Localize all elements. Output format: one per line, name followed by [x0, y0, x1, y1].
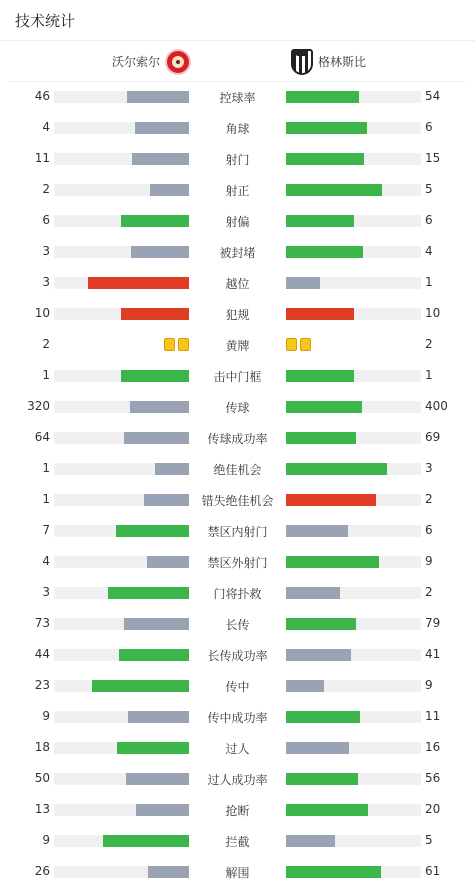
away-value: 400 — [425, 399, 448, 413]
home-bar-fill — [121, 370, 189, 382]
away-value: 5 — [425, 833, 433, 847]
away-bar-fill — [286, 804, 368, 816]
home-value: 64 — [34, 430, 50, 444]
stat-row — [0, 88, 475, 106]
home-bar-fill — [121, 308, 189, 320]
home-team-name: 沃尔索尔 — [111, 55, 160, 69]
away-value: 1 — [425, 368, 433, 382]
home-value: 3 — [42, 244, 50, 258]
home-value: 11 — [34, 151, 50, 165]
home-bar-track — [54, 804, 189, 816]
stat-label: 控球率 — [219, 91, 256, 105]
away-bar-fill — [286, 587, 340, 599]
home-bar-track — [54, 153, 189, 165]
stat-label: 抢断 — [225, 804, 250, 818]
away-value: 79 — [425, 616, 441, 630]
home-value: 320 — [27, 399, 50, 413]
stat-row — [0, 801, 475, 819]
away-value: 41 — [425, 647, 441, 661]
home-bar-fill — [128, 711, 189, 723]
stat-label: 射正 — [225, 184, 250, 198]
stat-label: 错失绝佳机会 — [201, 494, 274, 508]
stat-row — [0, 460, 475, 478]
away-value: 9 — [425, 554, 433, 568]
page-title: 技术统计 — [15, 12, 76, 30]
home-bar-fill — [92, 680, 189, 692]
home-bar-track — [54, 866, 189, 878]
home-bar-track — [54, 463, 189, 475]
away-value: 61 — [425, 864, 441, 878]
home-value: 2 — [42, 182, 50, 196]
stat-label: 犯规 — [225, 308, 250, 322]
away-bar-track — [286, 370, 421, 382]
away-bar-track — [286, 618, 421, 630]
away-value: 1 — [425, 275, 433, 289]
away-bar-fill — [286, 184, 382, 196]
away-bar-fill — [286, 91, 359, 103]
away-value: 6 — [425, 523, 433, 537]
away-value: 2 — [425, 492, 433, 506]
stat-label: 禁区内射门 — [207, 525, 268, 539]
home-bar-fill — [136, 804, 189, 816]
home-bar-track — [54, 525, 189, 537]
away-value: 54 — [425, 89, 441, 103]
away-bar-fill — [286, 835, 335, 847]
home-value: 50 — [34, 771, 50, 785]
away-bar-track — [286, 308, 421, 320]
yellow-card-icon — [178, 338, 189, 351]
away-value: 9 — [425, 678, 433, 692]
home-bar-fill — [88, 277, 189, 289]
home-value: 7 — [42, 523, 50, 537]
away-bar-fill — [286, 773, 358, 785]
away-value: 5 — [425, 182, 433, 196]
away-value: 4 — [425, 244, 433, 258]
stat-label: 传中成功率 — [207, 711, 268, 725]
home-bar-fill — [130, 401, 189, 413]
stat-label: 拦截 — [225, 835, 250, 849]
home-bar-track — [54, 494, 189, 506]
stat-row — [0, 150, 475, 168]
home-value: 9 — [42, 833, 50, 847]
home-value: 10 — [34, 306, 50, 320]
away-bar-fill — [286, 432, 356, 444]
home-bar-track — [54, 618, 189, 630]
away-bar-track — [286, 835, 421, 847]
away-bar-track — [286, 432, 421, 444]
home-bar-track — [54, 308, 189, 320]
home-bar-fill — [147, 556, 189, 568]
home-bar-track — [54, 91, 189, 103]
away-bar-fill — [286, 277, 320, 289]
away-bar-fill — [286, 525, 348, 537]
stat-row — [0, 584, 475, 602]
away-bar-fill — [286, 463, 387, 475]
stat-label: 过人成功率 — [207, 773, 268, 787]
away-bar-track — [286, 804, 421, 816]
home-bar-fill — [135, 122, 189, 134]
stat-row — [0, 119, 475, 137]
away-bar-track — [286, 246, 421, 258]
home-value: 1 — [42, 461, 50, 475]
home-bar-fill — [103, 835, 189, 847]
away-bar-fill — [286, 556, 379, 568]
home-bar-fill — [144, 494, 189, 506]
away-bar-track — [286, 91, 421, 103]
away-bar-track — [286, 680, 421, 692]
home-bar-fill — [124, 432, 189, 444]
away-value: 10 — [425, 306, 441, 320]
away-bar-track — [286, 277, 421, 289]
home-value: 4 — [42, 554, 50, 568]
home-bar-track — [54, 246, 189, 258]
away-bar-track — [286, 215, 421, 227]
stat-row — [0, 522, 475, 540]
home-value: 73 — [34, 616, 50, 630]
stat-label: 越位 — [225, 277, 250, 291]
away-value: 3 — [425, 461, 433, 475]
home-yellow-cards — [164, 338, 189, 351]
away-bar-fill — [286, 649, 351, 661]
stat-row — [0, 832, 475, 850]
away-bar-fill — [286, 742, 349, 754]
home-value: 9 — [42, 709, 50, 723]
stat-label: 射偏 — [225, 215, 250, 229]
yellow-card-icon — [286, 338, 297, 351]
away-bar-fill — [286, 680, 324, 692]
stat-label: 长传成功率 — [207, 649, 268, 663]
home-bar-fill — [132, 153, 189, 165]
stat-label: 角球 — [225, 122, 250, 136]
home-value: 3 — [42, 275, 50, 289]
stat-label: 过人 — [225, 742, 250, 756]
stat-row — [0, 305, 475, 323]
stat-row — [0, 615, 475, 633]
stat-row — [0, 212, 475, 230]
away-bar-fill — [286, 122, 367, 134]
stat-row — [0, 336, 475, 354]
stat-label: 传中 — [225, 680, 250, 694]
home-bar-track — [54, 401, 189, 413]
stats-header — [0, 0, 475, 41]
stat-row — [0, 367, 475, 385]
stat-label: 禁区外射门 — [207, 556, 268, 570]
away-bar-track — [286, 556, 421, 568]
away-bar-track — [286, 773, 421, 785]
grimsby-crest-icon — [291, 49, 313, 75]
away-bar-fill — [286, 618, 356, 630]
home-bar-track — [54, 587, 189, 599]
away-bar-fill — [286, 153, 364, 165]
home-value: 23 — [34, 678, 50, 692]
home-bar-track — [54, 370, 189, 382]
yellow-card-icon — [164, 338, 175, 351]
stat-row — [0, 491, 475, 509]
home-bar-track — [54, 680, 189, 692]
home-value: 1 — [42, 368, 50, 382]
home-bar-track — [54, 773, 189, 785]
home-bar-fill — [124, 618, 189, 630]
away-value: 6 — [425, 120, 433, 134]
home-bar-track — [54, 711, 189, 723]
away-bar-fill — [286, 246, 363, 258]
home-bar-track — [54, 277, 189, 289]
away-bar-track — [286, 463, 421, 475]
away-bar-fill — [286, 711, 360, 723]
stat-row — [0, 739, 475, 757]
home-bar-fill — [117, 742, 189, 754]
away-value: 56 — [425, 771, 441, 785]
stat-row — [0, 770, 475, 788]
stat-label: 射门 — [225, 153, 250, 167]
away-bar-track — [286, 525, 421, 537]
away-value: 15 — [425, 151, 441, 165]
away-bar-fill — [286, 494, 376, 506]
home-bar-fill — [116, 525, 189, 537]
away-value: 16 — [425, 740, 441, 754]
away-value: 69 — [425, 430, 441, 444]
away-bar-fill — [286, 370, 354, 382]
home-value: 2 — [42, 337, 50, 351]
stat-label: 门将扑救 — [213, 587, 262, 601]
stat-label: 解围 — [225, 866, 250, 880]
home-bar-fill — [150, 184, 189, 196]
home-bar-fill — [119, 649, 189, 661]
away-bar-track — [286, 711, 421, 723]
home-value: 13 — [34, 802, 50, 816]
away-bar-fill — [286, 401, 362, 413]
away-value: 6 — [425, 213, 433, 227]
home-bar-track — [54, 122, 189, 134]
home-bar-fill — [148, 866, 189, 878]
away-bar-fill — [286, 866, 381, 878]
home-value: 26 — [34, 864, 50, 878]
stat-row — [0, 398, 475, 416]
away-bar-track — [286, 494, 421, 506]
stat-row — [0, 646, 475, 664]
stat-row — [0, 274, 475, 292]
home-bar-track — [54, 215, 189, 227]
away-bar-track — [286, 153, 421, 165]
away-bar-track — [286, 122, 421, 134]
home-bar-fill — [108, 587, 189, 599]
away-bar-track — [286, 184, 421, 196]
home-bar-track — [54, 184, 189, 196]
stat-row — [0, 181, 475, 199]
home-bar-track — [54, 835, 189, 847]
stat-row — [0, 429, 475, 447]
stat-row — [0, 553, 475, 571]
home-value: 6 — [42, 213, 50, 227]
home-value: 1 — [42, 492, 50, 506]
stat-row — [0, 708, 475, 726]
away-value: 11 — [425, 709, 441, 723]
away-bar-track — [286, 742, 421, 754]
away-team-name: 格林斯比 — [318, 55, 367, 69]
away-team[interactable] — [291, 41, 366, 82]
home-bar-track — [54, 742, 189, 754]
stat-label: 传球成功率 — [207, 432, 268, 446]
stat-row — [0, 863, 475, 881]
home-value: 46 — [34, 89, 50, 103]
stat-label: 黄牌 — [225, 339, 250, 353]
away-bar-track — [286, 649, 421, 661]
away-yellow-cards — [286, 338, 311, 351]
away-bar-fill — [286, 215, 354, 227]
away-bar-track — [286, 587, 421, 599]
home-value: 4 — [42, 120, 50, 134]
stat-label: 绝佳机会 — [213, 463, 262, 477]
home-bar-track — [54, 649, 189, 661]
stat-row — [0, 243, 475, 261]
home-bar-track — [54, 556, 189, 568]
yellow-card-icon — [300, 338, 311, 351]
stat-label: 被封堵 — [219, 246, 256, 260]
away-value: 20 — [425, 802, 441, 816]
home-bar-fill — [155, 463, 189, 475]
away-bar-track — [286, 866, 421, 878]
home-value: 18 — [34, 740, 50, 754]
home-value: 3 — [42, 585, 50, 599]
home-bar-fill — [127, 91, 189, 103]
away-value: 2 — [425, 585, 433, 599]
home-bar-fill — [131, 246, 189, 258]
home-value: 44 — [34, 647, 50, 661]
home-bar-fill — [121, 215, 189, 227]
home-bar-fill — [126, 773, 189, 785]
walsall-crest-icon — [165, 49, 191, 75]
home-team[interactable] — [112, 41, 191, 82]
stat-label: 长传 — [225, 618, 250, 632]
stat-label: 击中门框 — [213, 370, 262, 384]
home-bar-track — [54, 432, 189, 444]
stat-label: 传球 — [225, 401, 250, 415]
away-bar-track — [286, 401, 421, 413]
away-value: 2 — [425, 337, 433, 351]
away-bar-fill — [286, 308, 354, 320]
team-row — [8, 41, 466, 82]
stat-row — [0, 677, 475, 695]
